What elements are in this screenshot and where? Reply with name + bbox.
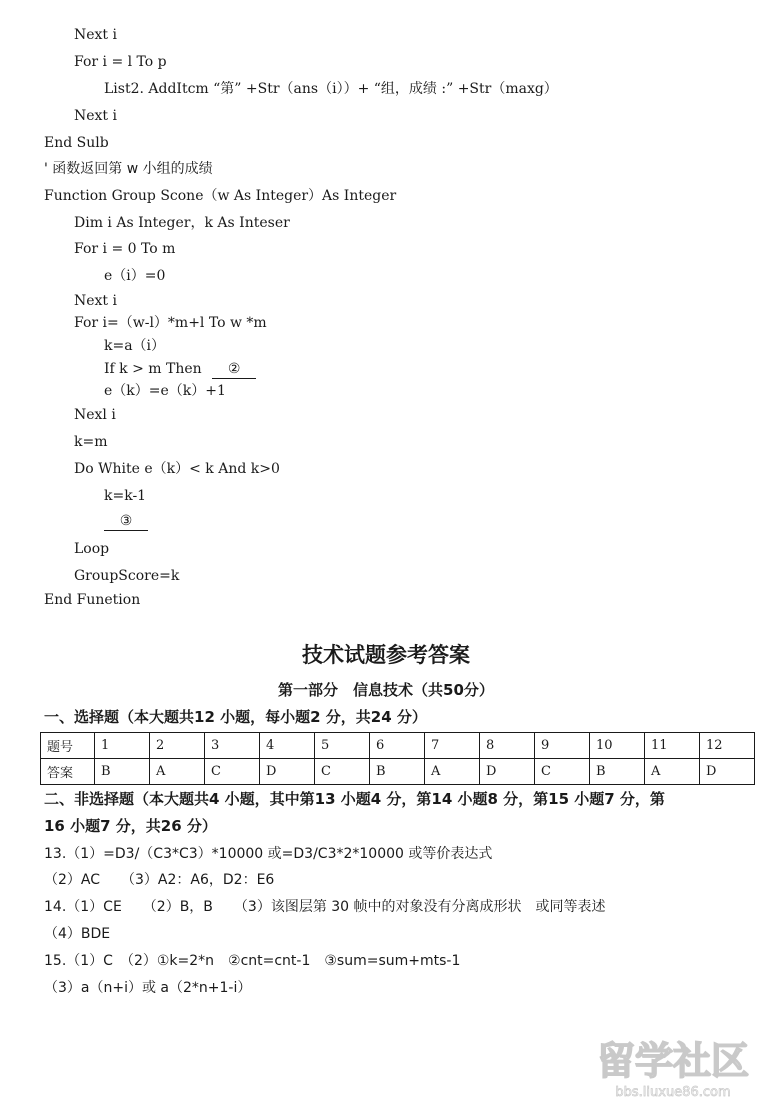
- answer-item: （4）BDE: [44, 926, 111, 942]
- code-line: k=m: [74, 434, 108, 450]
- table-cell: 7: [425, 733, 480, 759]
- table-row-numbers: [41, 733, 755, 759]
- code-line: Next i: [74, 108, 117, 124]
- code-comment: ' 函数返回第 w 小组的成绩: [44, 161, 213, 177]
- table-cell: B: [370, 759, 425, 785]
- answer-item: 13.（1）=D3/（C3*C3）*10000 或=D3/C3*2*10000 或等价表达式: [44, 846, 493, 862]
- code-line: Next i: [74, 293, 117, 309]
- code-line: e（k）=e（k）+1: [104, 383, 226, 399]
- section2-heading-cont: 16 小题7 分，共26 分）: [44, 817, 217, 835]
- answer-blank-2: ②: [212, 360, 256, 379]
- code-line: Function Group Scone（w As Integer）As Integer: [44, 188, 397, 204]
- table-cell: C: [535, 759, 590, 785]
- section2-heading: 二、非选择题（本大题共4 小题，其中第13 小题4 分，第14 小题8 分，第15 小题7 分，第: [44, 790, 665, 808]
- table-cell: A: [645, 759, 700, 785]
- answer-table: [40, 732, 755, 785]
- answer-item: 14.（1）CE （2）B，B （3）该图层第 30 帧中的对象没有分离成形状 或同等表述: [44, 899, 606, 915]
- table-cell: 11: [645, 733, 700, 759]
- answer-item: 15.（1）C （2）①k=2*n ②cnt=cnt-1 ③sum=sum+mts-1: [44, 953, 461, 969]
- table-cell: 4: [260, 733, 315, 759]
- code-line: For i=（w-l）*m+l To w *m: [74, 315, 267, 331]
- code-line: For i = l To p: [74, 54, 167, 70]
- answer-item: （2）AC （3）A2：A6，D2：E6: [44, 872, 275, 888]
- table-cell: B: [590, 759, 645, 785]
- code-line: List2. AddItcm “第” +Str（ans（i））+ “组，成绩 :” +Str（maxg）: [104, 81, 558, 97]
- table-cell: D: [480, 759, 535, 785]
- answer-title: 技术试题参考答案: [302, 643, 470, 667]
- code-line: [104, 512, 148, 531]
- code-line: For i = 0 To m: [74, 241, 176, 257]
- watermark-url: bbs.liuxue86.com: [615, 1085, 731, 1100]
- table-cell: C: [315, 759, 370, 785]
- table-header-number: 题号: [41, 733, 95, 759]
- code-line: Loop: [74, 541, 110, 557]
- table-cell: 3: [205, 733, 260, 759]
- table-cell: 9: [535, 733, 590, 759]
- answer-item: （3）a（n+i）或 a（2*n+1-i）: [44, 980, 252, 996]
- code-line: GroupScore=k: [74, 568, 180, 584]
- code-line: End Sulb: [44, 135, 109, 151]
- table-cell: 6: [370, 733, 425, 759]
- table-cell: C: [205, 759, 260, 785]
- code-text: If k > m Then: [104, 361, 202, 377]
- table-cell: 12: [700, 733, 755, 759]
- table-cell: 1: [95, 733, 150, 759]
- table-cell: A: [425, 759, 480, 785]
- watermark-logo: [588, 1034, 758, 1102]
- section1-heading: 一、选择题（本大题共12 小题，每小题2 分，共24 分）: [44, 708, 427, 726]
- answer-blank-3: ③: [104, 512, 148, 531]
- code-line: Nexl i: [74, 407, 116, 423]
- table-cell: 2: [150, 733, 205, 759]
- table-cell: B: [95, 759, 150, 785]
- watermark-text: 留学社区: [596, 1039, 750, 1083]
- table-cell: 8: [480, 733, 535, 759]
- code-line: End Funetion: [44, 592, 141, 608]
- table-cell: 5: [315, 733, 370, 759]
- part-title: 第一部分 信息技术（共50分）: [278, 681, 494, 699]
- table-cell: 10: [590, 733, 645, 759]
- table-cell: D: [260, 759, 315, 785]
- code-line: e（i）=0: [104, 268, 166, 284]
- table-row-answers: [41, 759, 755, 785]
- table-cell: D: [700, 759, 755, 785]
- code-line: k=k-1: [104, 488, 147, 504]
- code-line: k=a（i）: [104, 338, 166, 354]
- code-line: Dim i As Integer，k As Inteser: [74, 215, 290, 231]
- code-line: Next i: [74, 27, 117, 43]
- table-cell: A: [150, 759, 205, 785]
- code-line: [104, 360, 256, 379]
- table-header-answer: 答案: [41, 759, 95, 785]
- code-line: Do White e（k）< k And k>0: [74, 461, 280, 477]
